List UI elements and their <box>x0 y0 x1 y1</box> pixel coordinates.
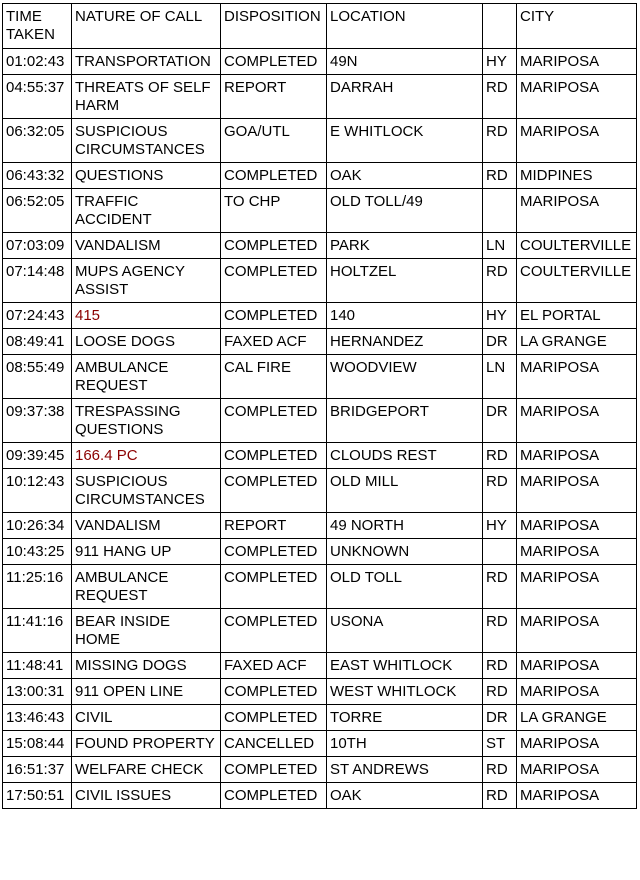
cell-city: LA GRANGE <box>517 329 637 355</box>
cell-disposition: COMPLETED <box>221 539 327 565</box>
cell-disposition: COMPLETED <box>221 259 327 303</box>
table-row <box>3 609 637 653</box>
cell-nature: MUPS AGENCY ASSIST <box>72 259 221 303</box>
table-row <box>3 119 637 163</box>
cell-disposition: COMPLETED <box>221 49 327 75</box>
cell-disposition: CAL FIRE <box>221 355 327 399</box>
table-row <box>3 757 637 783</box>
cell-disposition: CANCELLED <box>221 731 327 757</box>
cell-nature: 911 OPEN LINE <box>72 679 221 705</box>
cell-location: ST ANDREWS <box>327 757 483 783</box>
table-row <box>3 539 637 565</box>
cell-city: MARIPOSA <box>517 399 637 443</box>
cell-suffix: HY <box>483 303 517 329</box>
cell-time: 16:51:37 <box>3 757 72 783</box>
cell-location: CLOUDS REST <box>327 443 483 469</box>
cell-time: 06:52:05 <box>3 189 72 233</box>
cell-location: HERNANDEZ <box>327 329 483 355</box>
cell-time: 07:14:48 <box>3 259 72 303</box>
table-row <box>3 705 637 731</box>
cell-suffix: LN <box>483 233 517 259</box>
cell-disposition: COMPLETED <box>221 469 327 513</box>
cell-nature: BEAR INSIDE HOME <box>72 609 221 653</box>
header-disposition: DISPOSITION <box>221 4 327 49</box>
cell-time: 13:46:43 <box>3 705 72 731</box>
cell-suffix: RD <box>483 653 517 679</box>
cell-nature: QUESTIONS <box>72 163 221 189</box>
cell-time: 11:41:16 <box>3 609 72 653</box>
cell-nature: LOOSE DOGS <box>72 329 221 355</box>
cell-time: 15:08:44 <box>3 731 72 757</box>
cell-suffix: RD <box>483 119 517 163</box>
cell-disposition: COMPLETED <box>221 163 327 189</box>
cell-suffix: RD <box>483 75 517 119</box>
cell-city: EL PORTAL <box>517 303 637 329</box>
cell-location: OLD TOLL <box>327 565 483 609</box>
call-log-body <box>3 49 637 809</box>
cell-time: 08:49:41 <box>3 329 72 355</box>
cell-location: USONA <box>327 609 483 653</box>
table-row <box>3 163 637 189</box>
table-row <box>3 259 637 303</box>
table-row <box>3 513 637 539</box>
cell-city: LA GRANGE <box>517 705 637 731</box>
cell-suffix: RD <box>483 783 517 809</box>
cell-suffix: LN <box>483 355 517 399</box>
cell-nature: AMBULANCE REQUEST <box>72 565 221 609</box>
cell-disposition: COMPLETED <box>221 679 327 705</box>
table-row <box>3 731 637 757</box>
cell-time: 11:25:16 <box>3 565 72 609</box>
cell-city: MARIPOSA <box>517 783 637 809</box>
cell-location: WOODVIEW <box>327 355 483 399</box>
cell-location: BRIDGEPORT <box>327 399 483 443</box>
cell-suffix: RD <box>483 757 517 783</box>
cell-disposition: COMPLETED <box>221 565 327 609</box>
cell-time: 09:39:45 <box>3 443 72 469</box>
cell-location: TORRE <box>327 705 483 731</box>
cell-location: 49N <box>327 49 483 75</box>
cell-time: 10:43:25 <box>3 539 72 565</box>
cell-nature: 415 <box>72 303 221 329</box>
cell-time: 04:55:37 <box>3 75 72 119</box>
cell-disposition: COMPLETED <box>221 443 327 469</box>
cell-time: 07:24:43 <box>3 303 72 329</box>
cell-city: MARIPOSA <box>517 443 637 469</box>
header-suffix <box>483 4 517 49</box>
cell-city: MIDPINES <box>517 163 637 189</box>
cell-city: MARIPOSA <box>517 731 637 757</box>
table-row <box>3 783 637 809</box>
cell-disposition: COMPLETED <box>221 705 327 731</box>
table-row <box>3 75 637 119</box>
table-row <box>3 399 637 443</box>
cell-city: MARIPOSA <box>517 653 637 679</box>
cell-disposition: REPORT <box>221 513 327 539</box>
cell-suffix: DR <box>483 705 517 731</box>
cell-disposition: COMPLETED <box>221 757 327 783</box>
cell-suffix: RD <box>483 679 517 705</box>
cell-city: MARIPOSA <box>517 757 637 783</box>
cell-time: 08:55:49 <box>3 355 72 399</box>
cell-city: MARIPOSA <box>517 469 637 513</box>
cell-nature: TRANSPORTATION <box>72 49 221 75</box>
cell-disposition: FAXED ACF <box>221 653 327 679</box>
cell-location: E WHITLOCK <box>327 119 483 163</box>
cell-suffix <box>483 539 517 565</box>
cell-suffix <box>483 189 517 233</box>
cell-time: 13:00:31 <box>3 679 72 705</box>
cell-disposition: GOA/UTL <box>221 119 327 163</box>
cell-location: DARRAH <box>327 75 483 119</box>
cell-city: MARIPOSA <box>517 189 637 233</box>
cell-time: 07:03:09 <box>3 233 72 259</box>
cell-location: 10TH <box>327 731 483 757</box>
cell-time: 09:37:38 <box>3 399 72 443</box>
cell-suffix: RD <box>483 443 517 469</box>
cell-city: MARIPOSA <box>517 565 637 609</box>
cell-city: MARIPOSA <box>517 75 637 119</box>
cell-time: 10:26:34 <box>3 513 72 539</box>
cell-disposition: COMPLETED <box>221 609 327 653</box>
table-row <box>3 443 637 469</box>
table-row <box>3 653 637 679</box>
cell-nature: FOUND PROPERTY <box>72 731 221 757</box>
cell-time: 10:12:43 <box>3 469 72 513</box>
cell-location: UNKNOWN <box>327 539 483 565</box>
cell-time: 17:50:51 <box>3 783 72 809</box>
cell-suffix: RD <box>483 609 517 653</box>
cell-suffix: RD <box>483 163 517 189</box>
cell-nature: 911 HANG UP <box>72 539 221 565</box>
cell-nature: SUSPICIOUS CIRCUMSTANCES <box>72 119 221 163</box>
table-row <box>3 329 637 355</box>
cell-nature: VANDALISM <box>72 233 221 259</box>
header-location: LOCATION <box>327 4 483 49</box>
cell-nature: CIVIL ISSUES <box>72 783 221 809</box>
cell-city: MARIPOSA <box>517 679 637 705</box>
cell-suffix: HY <box>483 513 517 539</box>
cell-disposition: COMPLETED <box>221 399 327 443</box>
cell-nature: AMBULANCE REQUEST <box>72 355 221 399</box>
header-city: CITY <box>517 4 637 49</box>
header-row <box>3 4 637 49</box>
cell-suffix: ST <box>483 731 517 757</box>
cell-location: WEST WHITLOCK <box>327 679 483 705</box>
cell-time: 06:32:05 <box>3 119 72 163</box>
cell-nature: 166.4 PC <box>72 443 221 469</box>
cell-disposition: TO CHP <box>221 189 327 233</box>
cell-nature: VANDALISM <box>72 513 221 539</box>
table-row <box>3 189 637 233</box>
cell-nature: CIVIL <box>72 705 221 731</box>
cell-city: COULTERVILLE <box>517 233 637 259</box>
cell-disposition: FAXED ACF <box>221 329 327 355</box>
cell-suffix: RD <box>483 259 517 303</box>
cell-suffix: DR <box>483 329 517 355</box>
cell-suffix: RD <box>483 469 517 513</box>
call-log-table <box>2 3 637 809</box>
cell-disposition: COMPLETED <box>221 783 327 809</box>
cell-location: OAK <box>327 783 483 809</box>
cell-time: 01:02:43 <box>3 49 72 75</box>
cell-city: MARIPOSA <box>517 49 637 75</box>
cell-location: OLD TOLL/49 <box>327 189 483 233</box>
cell-location: EAST WHITLOCK <box>327 653 483 679</box>
cell-location: OLD MILL <box>327 469 483 513</box>
cell-disposition: COMPLETED <box>221 233 327 259</box>
cell-nature: TRESPASSING QUESTIONS <box>72 399 221 443</box>
table-row <box>3 565 637 609</box>
table-row <box>3 355 637 399</box>
header-time: TIME TAKEN <box>3 4 72 49</box>
cell-nature: THREATS OF SELF HARM <box>72 75 221 119</box>
table-row <box>3 469 637 513</box>
cell-time: 06:43:32 <box>3 163 72 189</box>
header-nature: NATURE OF CALL <box>72 4 221 49</box>
cell-city: COULTERVILLE <box>517 259 637 303</box>
cell-suffix: HY <box>483 49 517 75</box>
table-row <box>3 679 637 705</box>
cell-nature: MISSING DOGS <box>72 653 221 679</box>
cell-city: MARIPOSA <box>517 609 637 653</box>
cell-location: 49 NORTH <box>327 513 483 539</box>
table-row <box>3 49 637 75</box>
table-row <box>3 233 637 259</box>
cell-city: MARIPOSA <box>517 119 637 163</box>
cell-city: MARIPOSA <box>517 355 637 399</box>
cell-disposition: REPORT <box>221 75 327 119</box>
cell-time: 11:48:41 <box>3 653 72 679</box>
cell-nature: TRAFFIC ACCIDENT <box>72 189 221 233</box>
cell-location: 140 <box>327 303 483 329</box>
cell-nature: SUSPICIOUS CIRCUMSTANCES <box>72 469 221 513</box>
cell-suffix: DR <box>483 399 517 443</box>
cell-nature: WELFARE CHECK <box>72 757 221 783</box>
cell-location: HOLTZEL <box>327 259 483 303</box>
cell-location: PARK <box>327 233 483 259</box>
cell-suffix: RD <box>483 565 517 609</box>
cell-city: MARIPOSA <box>517 539 637 565</box>
cell-disposition: COMPLETED <box>221 303 327 329</box>
cell-location: OAK <box>327 163 483 189</box>
table-row <box>3 303 637 329</box>
cell-city: MARIPOSA <box>517 513 637 539</box>
